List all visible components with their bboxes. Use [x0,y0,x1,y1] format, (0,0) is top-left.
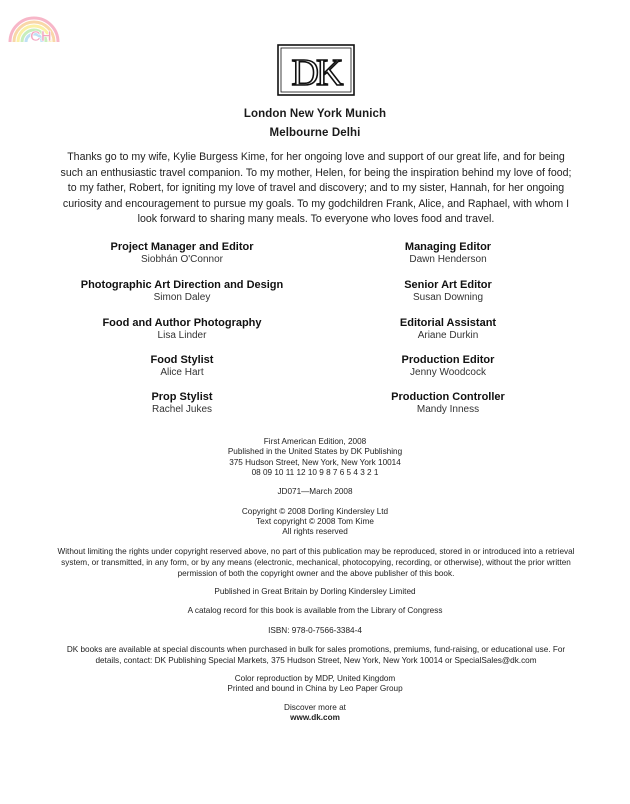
credit-role: Production Editor [401,354,495,366]
dk-logo-text: DK [291,52,341,94]
credit-name: Simon Daley [153,292,211,303]
credit-name: Alice Hart [160,367,204,378]
credit-right-1 [328,241,568,266]
credit-role: Editorial Assistant [399,317,497,329]
published-gb: Published in Great Britain by Dorling Kindersley Limited [214,587,416,596]
credit-name: Siobhán O'Connor [141,254,223,265]
rainbow-watermark-icon [4,6,74,46]
credit-name: Mandy Inness [416,404,480,415]
copyright-line: Text copyright © 2008 Tom Kime [256,517,374,526]
credit-right-4 [328,354,568,379]
credit-right-5 [328,391,568,416]
isbn: ISBN: 978-0-7566-3384-4 [268,626,362,635]
watermark-text: CH [30,28,52,45]
legal-notice: Without limiting the rights under copyright reserved above, no part of this publication may be reproduced, stored in or introduced into a retrieval system, or transmitted, in any form, or by any means (electronic, mechanical, photocopying, recording, or otherwise), without the prior written permission of both the copyright owner and the above publisher of this book. [57,547,575,578]
dedication-text: Thanks go to my wife, Kylie Burgess Kime, for her ongoing love and support of our great life, and for being such an enthusiastic travel companion. To my mother, Helen, for being the inspiration behind my love of food; to my father, Robert, for igniting my love of travel and discovery; and to my sister, Hannah, for her ongoing curiosity and encouragement to pursue my goals. To my godchildren Frank, Alice, and Raphael, with whom I look forward to sharing many meals. To everyone who loves food and travel. [60,151,572,226]
credit-left-4 [62,354,302,379]
credit-name: Dawn Henderson [409,254,487,265]
cities-line-1: London New York Munich [243,108,387,120]
credit-role: Managing Editor [404,241,492,253]
credit-name: Rachel Jukes [151,404,213,415]
credit-left-2 [62,279,302,304]
edition-code: JD071—March 2008 [277,487,353,496]
color-reproduction: Color reproduction by MDP, United Kingdom [234,674,396,683]
credit-role: Photographic Art Direction and Design [80,279,284,291]
print-run-numbers: 08 09 10 11 12 10 9 8 7 6 5 4 3 2 1 [251,468,379,477]
credit-name: Jenny Woodcock [410,367,486,378]
credit-role: Food and Author Photography [102,317,262,329]
credit-role: Production Controller [391,391,505,403]
discover-label: Discover more at [284,703,346,712]
credit-role: Senior Art Editor [404,279,492,291]
edition-line: Published in the United States by DK Publishing [227,447,403,456]
website-link[interactable]: www.dk.com [290,713,340,722]
dk-logo [277,44,355,96]
credit-name: Susan Downing [412,292,484,303]
edition-line: 375 Hudson Street, New York, New York 10014 [229,458,401,467]
credit-name: Ariane Durkin [417,330,479,341]
credit-right-2 [328,279,568,304]
credit-left-3 [62,317,302,342]
special-sales-notice: DK books are available at special discounts when purchased in bulk for sales promotions, premiums, fund-raising, or educational use. For details, contact: DK Publishing Special Markets, 375 Hudson Street, New York, New York 10014 or SpecialSales@dk.com [66,645,566,665]
rights-line: All rights reserved [282,527,348,536]
copyright-line: Copyright © 2008 Dorling Kindersley Ltd [241,507,389,516]
credit-role: Prop Stylist [151,391,213,403]
credit-left-1 [62,241,302,266]
credit-role: Project Manager and Editor [110,241,254,253]
credit-left-5 [62,391,302,416]
credit-right-3 [328,317,568,342]
cities-line-2: Melbourne Delhi [269,127,361,139]
printed-line: Printed and bound in China by Leo Paper Group [227,684,403,693]
edition-line: First American Edition, 2008 [263,437,367,446]
catalog-record: A catalog record for this book is available from the Library of Congress [187,606,443,615]
credit-role: Food Stylist [150,354,214,366]
credit-name: Lisa Linder [157,330,207,341]
